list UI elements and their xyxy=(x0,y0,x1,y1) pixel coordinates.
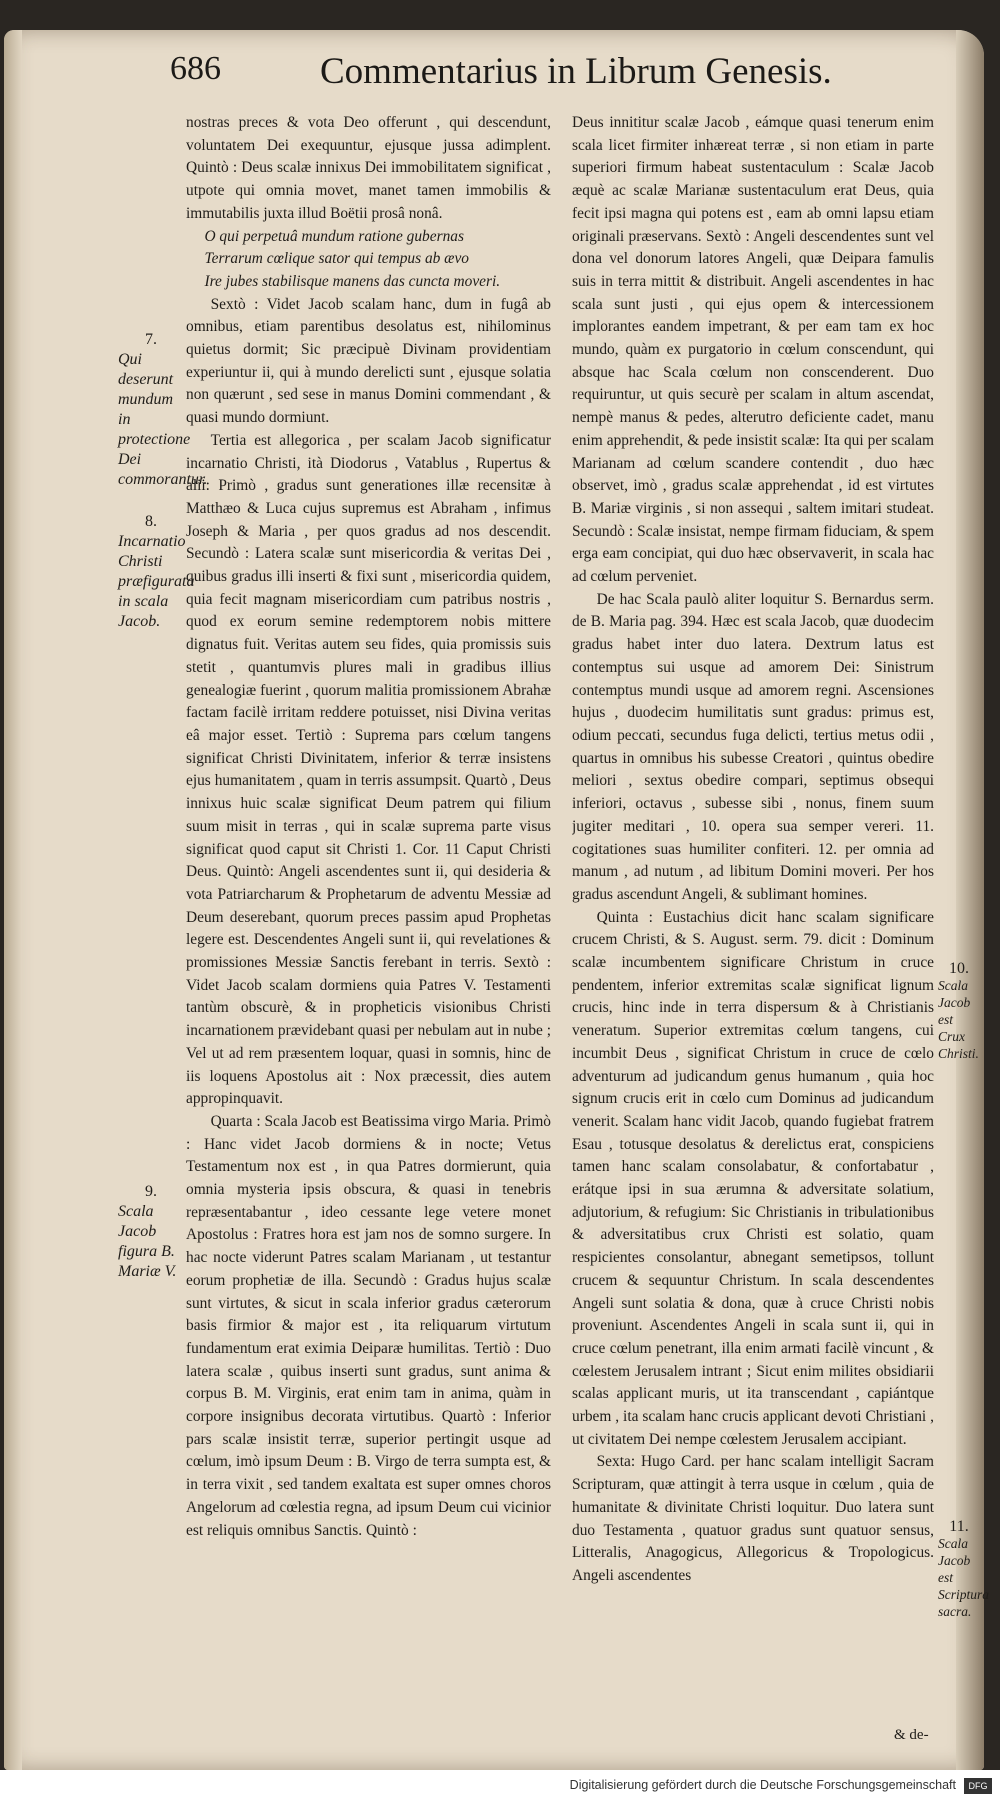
paragraph: De hac Scala paulò aliter loquitur S. Bernardus serm. de B. Maria pag. 394. Hæc est scala Jacob, quæ duodecim gradus habet inter duo latera. Dextrum latus est contemptus sui usque ad amorem Dei: Sinistrum contemptus mundi usque ad amorem regni. Ascensiones hujus , duodecim humilitatis sunt gradus: primus est, odium peccati, secundus fuga delicti, tertius metus odii , quartus in omnibus his subesse Creatori , quintus obedire meliori , sextus obedire compari, septimus obsequi inferiori, octavus , subesse sibi , nonus, finem suum jugiter meditari , 10. opera sua semper vereri. 11. cogitationes suas humiliter confiteri. 12. per omnia ad manum , ad nutum , ad libitum Domini moveri. Per hos gradus ascendunt Angeli, & sublimant homines. xyxy=(572,590,934,903)
margin-note-text: Incarnatio Christi præfigurata in scala Jacob. xyxy=(118,533,195,630)
running-title: Commentarius in Librum Genesis. xyxy=(320,51,832,92)
paragraph: Tertia est allegorica , per scalam Jacob significatur incarnatio Christi, ità Diodorus , Vatablus , Rupertus & alii: Primò , gradus sunt generationes illæ recensitæ à Matthæo & Luca cujus supremus est Abraham , infimus Joseph & Maria , per quos gradus ad nos descendit. Secundò : Latera scalæ sunt misericordia & veritas Dei , quibus gradus illi inserti & fixi sunt , misericordia quidem, quia fecit magnam misericordiam cum patribus nostris , quod ex eorum semine redemptorem nobis mittere dignatus fuit. Veritas autem seu fides, quia promissis suis stetit , quantumvis plures mali in gradibus illius genealogiæ fuerint , quorum malitia promissionem Abrahæ factam facilè irritam reddere potuisset, nisi Divina veritas eâ major esset. Tertiò : Suprema pars cœlum tangens significat Christi Divinitatem, inferior & terræ insistens ejus humanitatem , quam in terris assumpsit. Quartò , Deus innixus huic scalæ significat Deum patrem qui filium suum misit in terras , qui in scalæ suprema parte visus significat quod caput sit Christi 1. Cor. 11 Caput Christi Deus. Quintò: Angeli ascendentes sunt ii, qui desideria & vota Patriarcharum & Prophetarum de adventu Messiæ ad Deum deserebant, quorum preces passim apud Prophetas legere est. Descendentes Angeli sunt ii, qui revelationes & promissiones Messiæ Sanctis ferebant in terris. Sextò : Videt Jacob scalam dormiens quia Patres V. Testamenti tantùm obscurè, & in propheticis visionibus Christi incarnationem prævidebant quasi per nebulam aut in nube ; Vel ut ad rem præsentem loquar, quasi in somnis, hinc de iis loquens Apostolus ait : Nox præcessit, dies autem appropinquavit. xyxy=(186,431,551,1108)
margin-note-text: Qui deserunt mundum in protectione Dei commorantur. xyxy=(118,351,208,488)
paragraph: nostras preces & vota Deo offerunt , qui descendunt, voluntatem Dei exequuntur, ejusque jussa adimplent. Quintò : Deus scalæ innixus Dei immobilitatem significat , utpote qui omnia movet, manet tamen immobilis & immutabilis juxta illud Boëtii prosâ nonâ. xyxy=(186,114,551,222)
footer-credit: Digitalisierung gefördert durch die Deutsche Forschungsgemeinschaft xyxy=(569,1778,956,1792)
catchword: & de- xyxy=(894,1727,929,1743)
page-fore-edge xyxy=(956,30,984,1770)
left-column xyxy=(186,112,551,1582)
margin-note-10 xyxy=(938,960,980,1062)
right-column xyxy=(572,112,934,1632)
margin-note-number: 7. xyxy=(145,331,157,348)
paragraph: Quinta : Eustachius dicit hanc scalam significare crucem Christi, & S. August. serm. 79. dicit : Dominum scalæ incumbentem significare Christum in cruce pendentem, inferior extremitas scalæ significat lignum crucis, hinc inde in terra dispersum & à Christianis veneratum. Superior extremitas cœlum tangens, cui incumbit Deus , significat Christum in cruce de cœlo adventurum ad judicandum genus humanum , quia hoc signum crucis erit in cœlo cum Dominus ad judicandum venerit. Scalam hanc vidit Jacob, quando fugiebat fratrem Esau , totusque desolatus & derelictus erat, conspiciens tamen hanc scalam consolabatur, & confortabatur , erátque ipsi in sua ærumna & adversitate solatium, adjutorium, & refugium: Sic Christianis in tribulationibus & adversitatibus crux Christi est solatio, quam respicientes consolantur, abnegant semetipsos, tollunt crucem & sequuntur Christum. In scala descendentes Angeli sunt solatia & dona, quæ à cruce Christi nobis proveniunt. Ascendentes Angeli in scala sunt ii, qui in cruce cœlum penetrant, illa enim armati facilè vincunt , & cœlestem Jerusalem intrant ; Sicut enim milites obsidiarii scalas applicant muris, ut ita transcendant , capiántque urbem , ita scalam hanc crucis applicant devoti Christiani , ut civitatem Dei nempe cœlestem Jerusalem accipiant. xyxy=(572,908,934,1448)
margin-note-number: 8. xyxy=(145,513,157,530)
margin-note-7 xyxy=(118,330,208,490)
margin-note-text: Scala Jacob est Crux Christi. xyxy=(938,978,979,1061)
page-gutter xyxy=(4,30,22,1770)
margin-note-text: Scala Jacob figura B. Mariæ V. xyxy=(118,1203,177,1280)
margin-note-number: 11. xyxy=(949,1518,969,1535)
margin-note-number: 9. xyxy=(145,1183,157,1200)
margin-note-9 xyxy=(118,1182,184,1282)
paragraph: Quarta : Scala Jacob est Beatissima virgo Maria. Primò : Hanc videt Jacob dormiens & in nocte; Vetus Testamentum nox est , in qua Patres dormierunt, quia omnia mysteria ipsis obscura, & quasi in tenebris repræsentabantur , ideo cessante lege vetere monet Apostolus : Fratres hora est jam nos de somno surgere. In hac nocte viderunt Patres scalam Marianam , ut testantur eorum prophetiæ de illa. Secundò : Gradus hujus scalæ sunt virtutes, & sicut in scala inferior gradus cæterorum basis firmior & major est , ita reliquarum virtutum fundamentum erat eximia Deiparæ humilitas. Tertiò : Duo latera scalæ , quibus inserti sunt gradus, sunt anima & corpus B. M. Virginis, erat enim tam in anima, quàm in corpore insignibus decorata virtutibus. Quartò : Inferior pars scalæ insistit terræ, superior pertingit usque ad cœlum, imò ipsum Deum : B. Virgo de terra sumpta est, & in terra vixit , sed tandem exaltata est super omnes choros Angelorum ad cœlestia regna, ad ipsum Deum cui vicinior est reliquis omnibus Sanctis. Quintò : xyxy=(186,1112,551,1539)
paragraph: Deus innititur scalæ Jacob , eámque quasi tenerum enim scala licet firmiter inhæreat terræ , si non etiam in parte superiori firmum habeat sustentaculum : Scalæ Jacob æquè ac scalæ Marianæ sustentaculum erat Deus, quia fecit ipsi magna qui potens est , eam ab omni lapsu etiam originali præservans. Sextò : Angeli descendentes sunt vel dona vel donorum latores Angeli, quæ Deipara famulis suis in terra mittit & distribuit. Angeli ascendentes in hac scala sunt justi , qui ejus opem & intercessionem implorantes eandem impetrant, & per eam tam ex hoc mundo, quàm ex purgatorio in cœlum conscendunt, qui absque hac Scala cœlum non conscenderent. Duo requiruntur, ut quis securè per scalam in altum ascendat, nempè manus & pedes, alterutro deficiente cadet, manu enim apprehendit, & pede insistit scalæ: Ita qui per scalam Marianam ad cœlum scandere contendit , duo hæc observet, imò , gradus scalæ apprehendat , id est virtutes B. Mariæ virginis , si non assequi , saltem imitari studeat. Secundò : Scalæ insistat, nempe firmam fiduciam, & spem erga eam concipiat, qui duo hæc observaverit, in scala hac ad cœlum perveniet. xyxy=(572,114,934,586)
verse-line: Terrarum cœlique sator qui tempus ab ævo xyxy=(204,250,469,268)
margin-note-11 xyxy=(938,1518,990,1620)
verse-line: Ire jubes stabilisque manens das cuncta moveri. xyxy=(204,272,501,290)
margin-note-8 xyxy=(118,512,195,632)
digitization-footer xyxy=(0,1770,1000,1802)
margin-note-text: Scala Jacob est Scriptura sacra. xyxy=(938,1536,990,1619)
paragraph: Sexta: Hugo Card. per hanc scalam intelligit Sacram Scripturam, quæ attingit à terra usque in cœlum , quia de humanitate & divinitate Christi loquitur. Duo latera sunt duo Testamenta , quatuor gradus sunt quatuor sensus, Litteralis, Anagogicus, Allegoricus & Tropologicus. Angeli ascendentes xyxy=(572,1453,934,1584)
page-number: 686 xyxy=(170,50,221,87)
verse-line: O qui perpetuâ mundum ratione gubernas xyxy=(204,227,464,245)
dfg-logo: DFG xyxy=(964,1778,992,1794)
paragraph: Sextò : Videt Jacob scalam hanc, dum in fugâ ab omnibus, etiam parentibus desolatus est, nihilominus quietus dormit; Sic præcipuè Divinam providentiam experiuntur ii, qui à mundo derelicti sunt , ejusque solatia non quærunt , sed sese in manus Domini commendant , & quasi mundo dormiunt. xyxy=(186,295,551,427)
margin-note-number: 10. xyxy=(949,960,969,977)
